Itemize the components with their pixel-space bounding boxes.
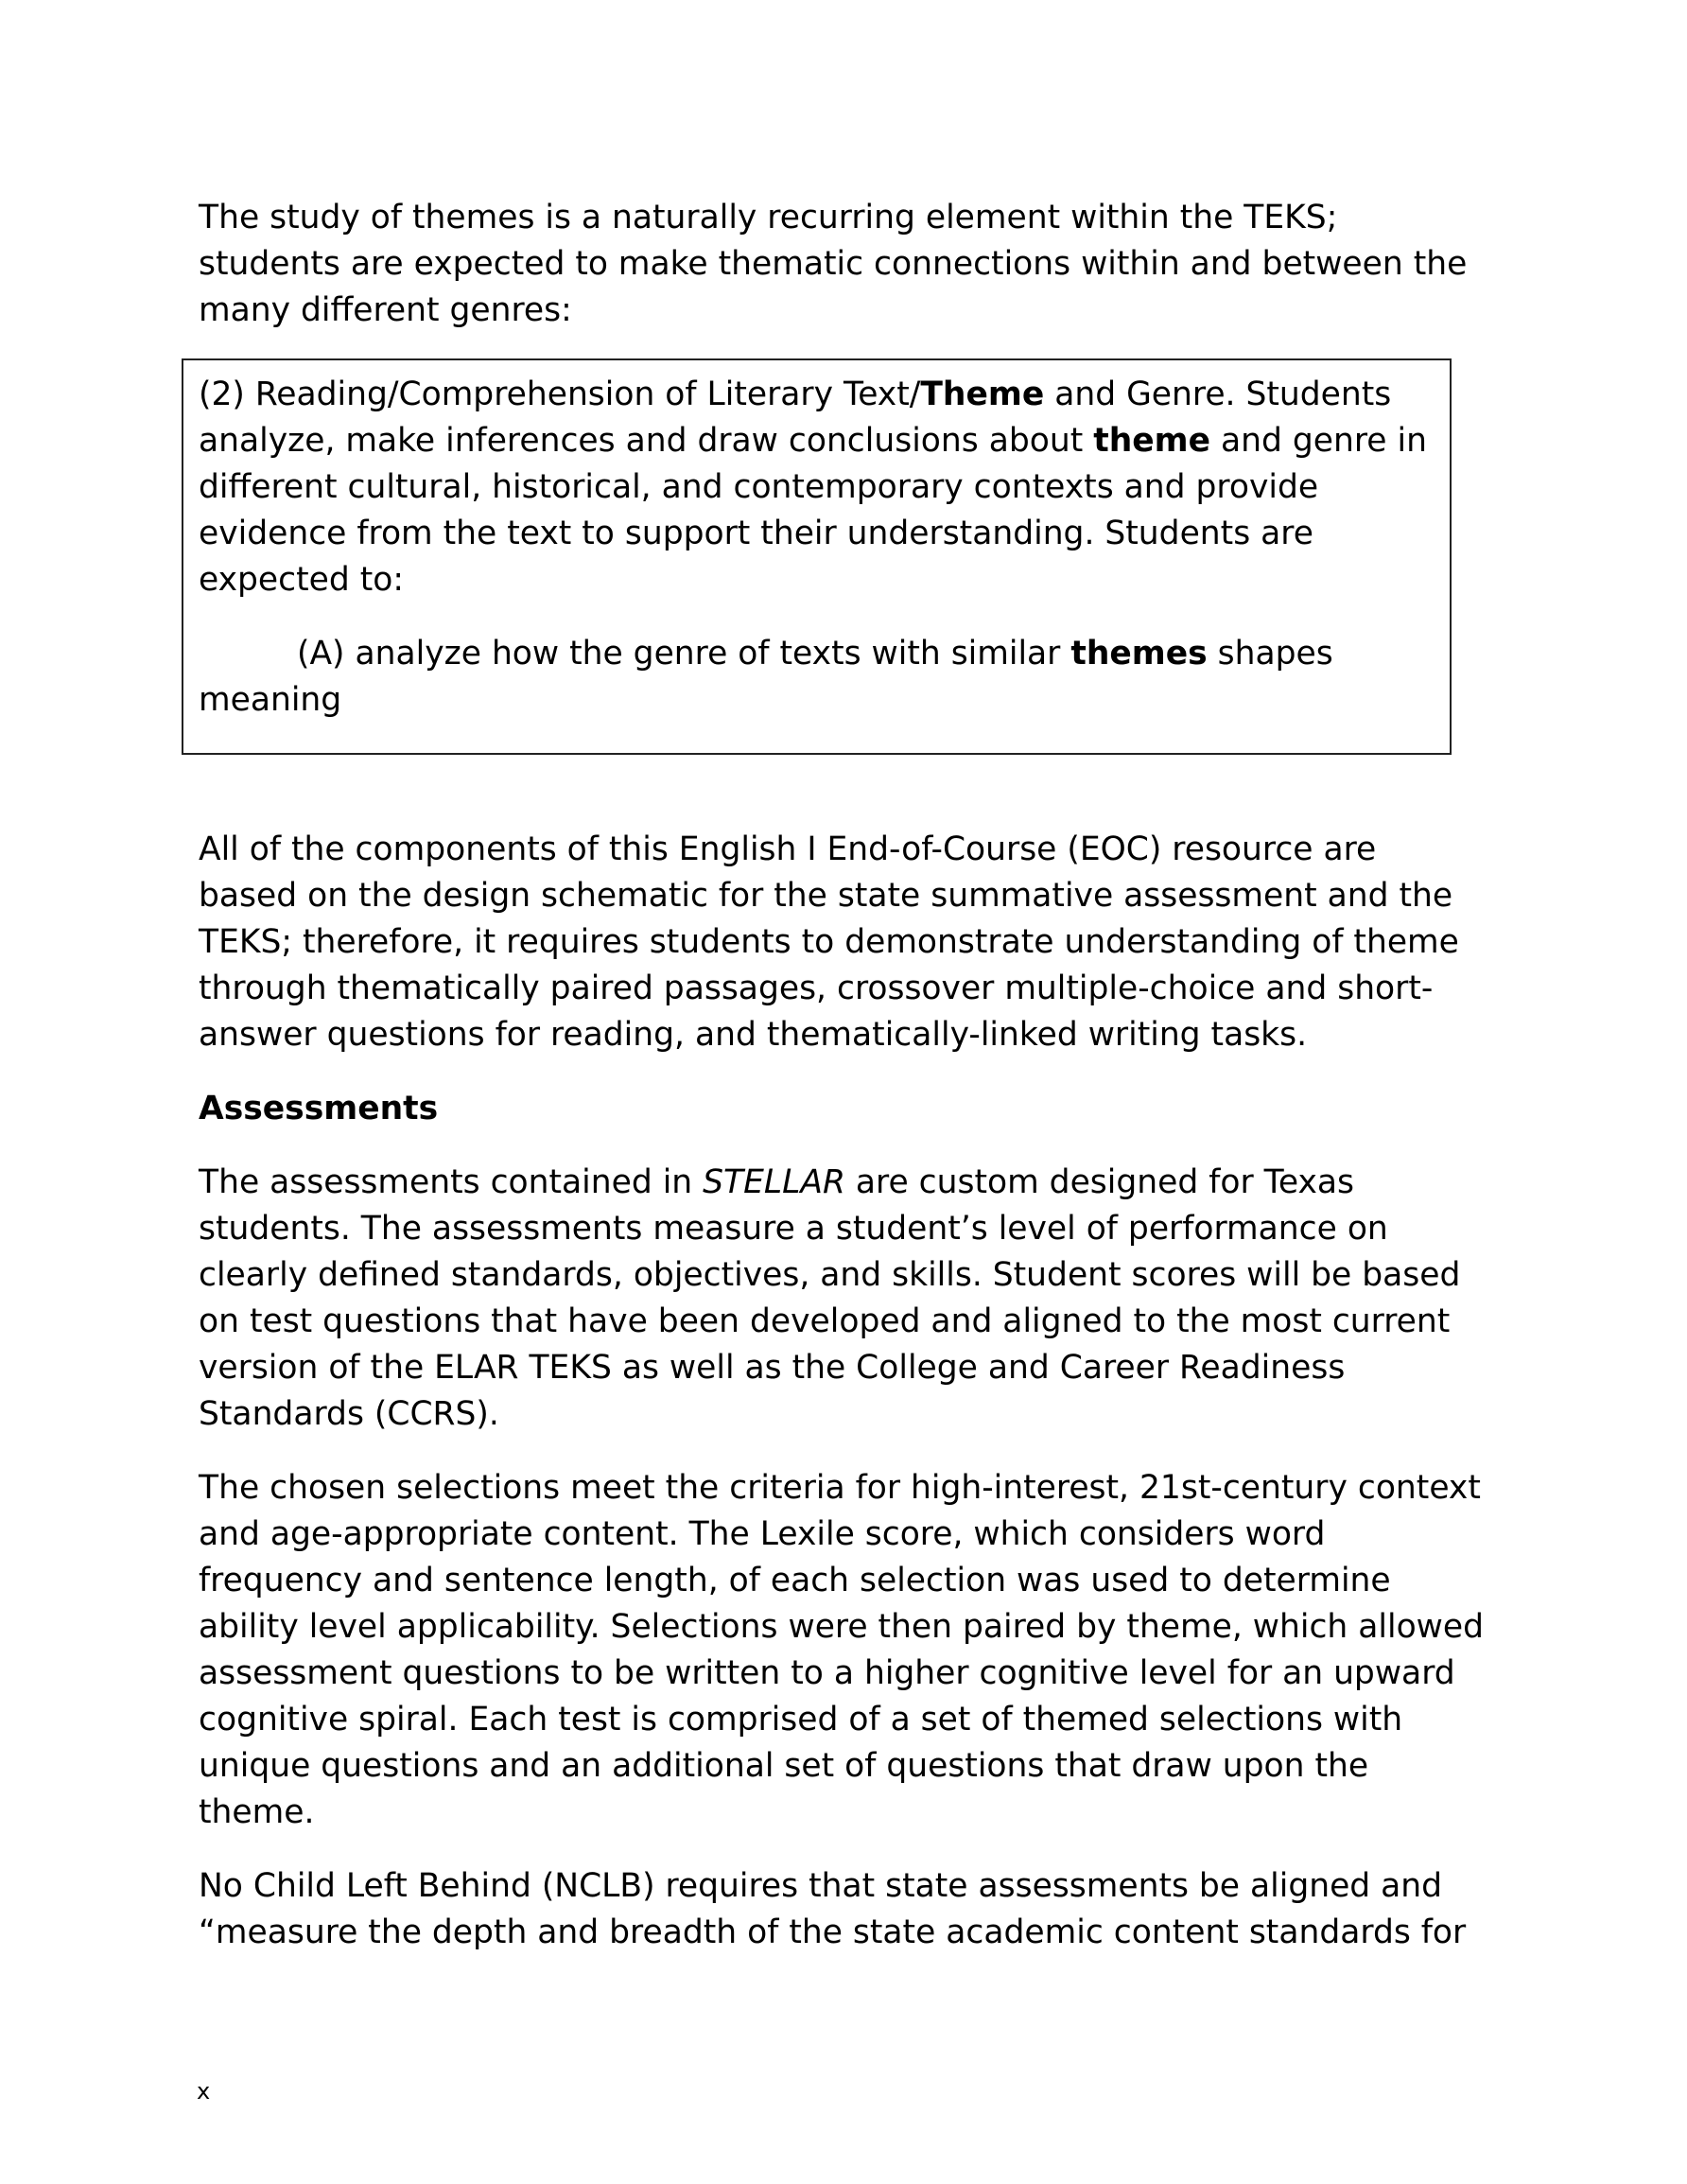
standard-bold-theme-2: theme <box>1093 422 1211 460</box>
item-prefix: (A) analyze how the genre of texts with similar <box>297 635 1071 673</box>
assessments-suffix: are custom designed for Texas students. The assessments measure a student’s level of performance on clearly defined standards, objectives, and skills. Student scores will be based on test questions that have been developed and aligned to the most current version of the ELAR TEKS as well as the College and Career Readiness Standards (CCRS). <box>199 1163 1461 1433</box>
standard-mid: and Genre. Students analyze, make inferences and draw conclusions about <box>199 376 1392 460</box>
teks-standard-text <box>199 372 1435 603</box>
assessments-heading: Assessments <box>199 1090 439 1127</box>
assessments-prefix: The assessments contained in <box>199 1163 704 1201</box>
assessments-paragraph <box>199 1160 1485 1438</box>
page-number: x <box>197 2078 211 2105</box>
stellar-title: STELLAR <box>703 1163 845 1201</box>
document-page <box>199 195 1485 1983</box>
item-bold-themes: themes <box>1070 635 1208 673</box>
teks-item-a <box>199 631 1435 724</box>
components-paragraph: All of the components of this English I End-of-Course (EOC) resource are based on the design schematic for the state summative assessment and the TEKS; therefore, it requires students to demonstrate understanding of theme through thematically paired passages, crossover multiple-choice and short-answer questions for reading, and thematically-linked writing tasks. <box>199 830 1459 1054</box>
standard-bold-theme: Theme <box>920 376 1045 413</box>
standard-prefix: (2) Reading/Comprehension of Literary Text/ <box>199 376 921 413</box>
item-suffix: shapes meaning <box>199 635 1333 719</box>
selections-paragraph: The chosen selections meet the criteria for high-interest, 21st-century context and age-appropriate content. The Lexile score, which considers word frequency and sentence length, of each selection was used to determine ability level applicability. Selections were then paired by theme, which allowed assessment questions to be written to a higher cognitive level for an upward cognitive spiral. Each test is comprised of a set of themed selections with unique questions and an additional set of questions that draw upon the theme. <box>199 1469 1485 1831</box>
teks-standard-box <box>182 358 1452 755</box>
standard-suffix: and genre in different cultural, historical, and contemporary contexts and provide evidence from the text to support their understanding. Students are expected to: <box>199 422 1427 599</box>
nclb-paragraph: No Child Left Behind (NCLB) requires that state assessments be aligned and “measure the depth and breadth of the state academic content standards for <box>199 1867 1467 1951</box>
intro-paragraph: The study of themes is a naturally recurring element within the TEKS; students are expected to make thematic connections within and between the many different genres: <box>199 199 1468 329</box>
